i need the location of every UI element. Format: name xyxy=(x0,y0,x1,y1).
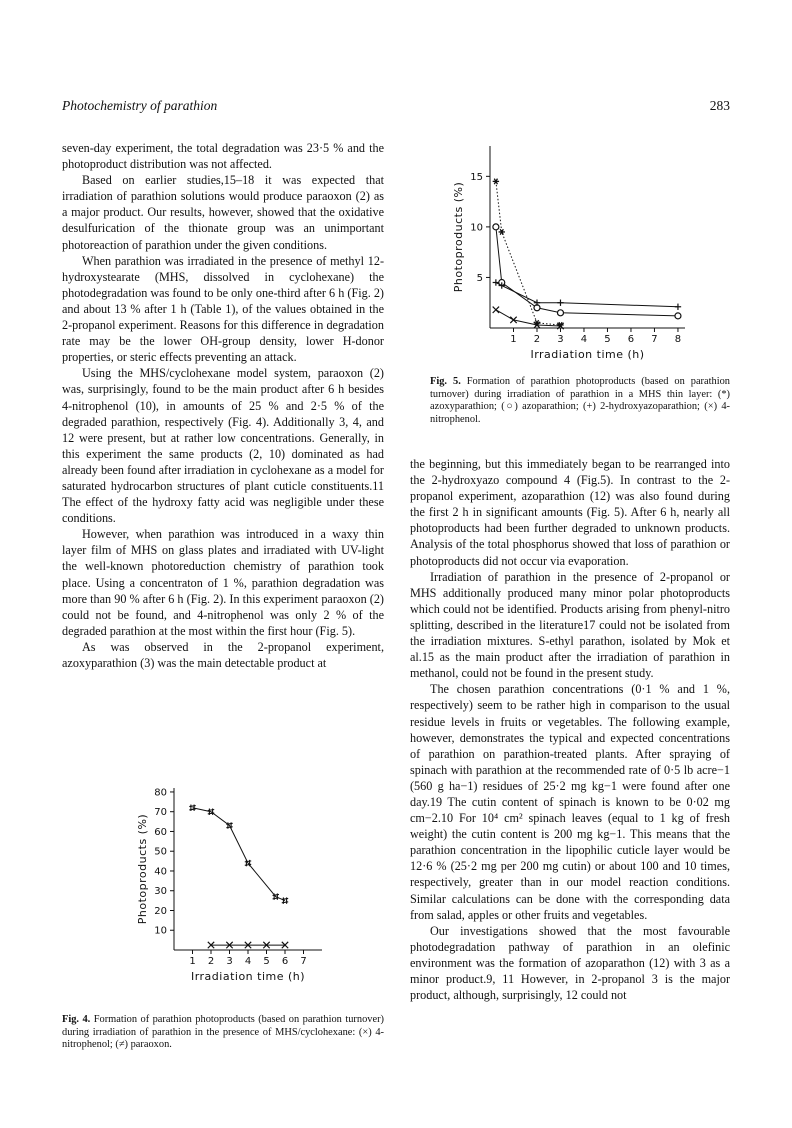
running-head xyxy=(62,98,730,118)
y-tick-label: 10 xyxy=(470,222,483,234)
data-point-azoparathion xyxy=(675,313,681,319)
caption-label: Fig. 4. xyxy=(62,1014,91,1025)
running-title: Photochemistry of parathion xyxy=(62,98,218,113)
data-point-azoparathion-shape xyxy=(557,310,563,316)
x-tick-label: 2 xyxy=(533,334,541,345)
x-tick-label: 5 xyxy=(604,334,611,345)
paragraph: the beginning, but this immediately began to be rearranged into the 2-hydroxyazo compound 4 (Fig.5). In contrast to the 2-propanol experiment, azoparathion (12) was also found during the first 2 h in significant amounts (Fig. 5). After 6 h, nearly all photoproducts had been further degraded to unknown products. Analysis of the total phosphorus showed that loss of parathion or photoproducts did not occur via evaporation. xyxy=(410,457,730,568)
data-point-2-hydroxyazoparathion xyxy=(557,300,563,306)
right-column xyxy=(410,456,730,1003)
x-tick-label: 8 xyxy=(674,334,682,345)
paragraph: Using the MHS/cyclohexane model system, paraoxon (2) was, surprisingly, found to be the main product after 6 h besides 4-nitrophenol (10), in amounts of 25 % and 2·5 % of the degraded parathion, respectively (Fig. 4). Additionally 3, 4, and 12 were present, but at rather low concentrations. Generally, in this experiment the same products (2, 10) dominated as had already been found after irradiation in cyclohexane as a model for saturated hydrocarbon structures of plant cuticle constituents.11 The effect of the hydroxy fatty acid was negligible under these conditions. xyxy=(62,366,384,526)
data-point-2-hydroxyazoparathion xyxy=(493,279,499,285)
data-point-paraoxon-stroke xyxy=(282,898,288,899)
figure-5-chart xyxy=(430,136,730,376)
x-tick-label: 4 xyxy=(244,956,252,967)
paragraph: The chosen parathion concentrations (0·1 % and 1 %, respectively) seem to be rather high in comparison to the usual residue levels in fruits or vegetables. The following example, however, demonstrates the typical and expected concentrations of parathion on parathion-treated plants. After spraying of spinach with parathion at the recommended rate of 0·5 lb acre−1 (560 g ha−1) residues of 25·2 mg kg−1 were found after one day.19 The cutin content of spinach is known to be 0·02 mg cm−2.10 For 10⁴ cm² spinach leaves (equal to 1 kg of fresh weight) the cutin content is 200 mg kg−1. This means that the parathion concentration in the lipophilic cuticle layer would be 12·6 % (25·2 mg per 200 mg cutin) or about 100 and 10 times, respectively, greater than in our model reaction conditions. Similar calculations can be done with the corresponding data from salad, apples or other fruits and vegetables. xyxy=(410,682,730,922)
data-point-azoparathion xyxy=(557,310,563,316)
data-point-paraoxon-stroke xyxy=(282,902,288,903)
paragraph: However, when parathion was introduced in a waxy thin layer film of MHS on glass plates and irradiated with UV-light the well-known photoreduction chemistry of parathion took place. Using a concentraton of 1 %, parathion degradation was more than 90 % after 6 h (Fig. 2). In this experiment paraoxon (2) could not be found, and 4-nitrophenol was only 2 % of the degraded parathion at the most within the first hour (Fig. 5). xyxy=(62,527,384,638)
y-axis-label: Photoproducts (%) xyxy=(136,813,149,925)
y-tick-label: 10 xyxy=(154,925,167,937)
x-tick-label: 7 xyxy=(300,956,307,967)
x-tick-label: 2 xyxy=(207,956,215,967)
data-point-paraoxon-stroke xyxy=(189,806,195,807)
caption-text: Formation of parathion photoproducts (based on parathion turnover) during irradiation of parathion in a MHS thin layer: (*) azoxyparathion; (○) azoparathion; (+) 2-hydroxyazoparathion; (×) 4-nitrophenol. xyxy=(430,376,730,425)
x-tick-label: 1 xyxy=(510,334,517,345)
x-tick-label: 6 xyxy=(281,956,289,967)
y-axis-label: Photoproducts (%) xyxy=(452,181,465,293)
page-number: 283 xyxy=(709,98,730,113)
y-tick-label: 20 xyxy=(154,905,167,917)
paragraph: As was observed in the 2-propanol experiment, azoxyparathion (3) was the main detectable product at xyxy=(62,639,384,670)
y-tick-label: 5 xyxy=(476,272,483,284)
series-line-4-nitrophenol xyxy=(496,310,561,326)
data-point-4-nitrophenol xyxy=(493,307,499,313)
data-point-paraoxon-stroke xyxy=(189,809,195,810)
paragraph: Irradiation of parathion in the presence of 2-propanol or MHS additionally produced many minor polar photoproducts which could not be identified. Products arising from phenyl-nitro splitting, described in the literature17 could not be isolated from the irradiation mixtures. S-ethyl parathon, isolated by Mok et al.15 as the main product after the irradiation of parathion in methanol, could not be found in the present study. xyxy=(410,569,730,681)
paragraph: seven-day experiment, the total degradation was 23·5 % and the photoproduct distribution was not affected. xyxy=(62,141,384,172)
x-tick-label: 7 xyxy=(651,334,658,345)
caption-label: Fig. 5. xyxy=(430,376,461,387)
data-point-azoparathion-shape xyxy=(493,224,499,230)
y-tick-label: 60 xyxy=(154,826,167,838)
x-tick-label: 4 xyxy=(580,334,588,345)
x-axis-label: Irradiation time (h) xyxy=(190,970,306,983)
y-tick-label: 50 xyxy=(154,846,167,858)
paragraph: Based on earlier studies,15–18 it was expected that irradiation of parathion solutions would produce paraoxon (2) as a major product. Our results, however, showed that the oxidative desulfurication of the thionate group was an unimportant photoreaction of parathion under the given conditions. xyxy=(62,173,384,252)
y-tick-label: 15 xyxy=(470,171,483,183)
y-tick-label: 70 xyxy=(154,807,167,819)
data-point-azoxyparathion xyxy=(499,229,505,235)
data-point-paraoxon xyxy=(189,805,195,811)
y-tick-label: 80 xyxy=(154,787,167,799)
x-tick-label: 3 xyxy=(557,334,564,345)
figure-5 xyxy=(430,136,730,446)
x-tick-label: 3 xyxy=(226,956,233,967)
data-point-azoxyparathion xyxy=(493,179,499,185)
figure-4 xyxy=(62,778,384,1078)
data-point-2-hydroxyazoparathion xyxy=(675,304,681,310)
left-column xyxy=(62,140,384,671)
data-point-azoparathion xyxy=(493,224,499,230)
y-tick-label: 40 xyxy=(154,866,167,878)
caption-text: Formation of parathion photoproducts (based on parathion turnover) during irradiation of parathion in the presence of MHS/cyclohexane: (×) 4-nitrophenol; (≠) paraoxon. xyxy=(62,1014,384,1051)
x-tick-label: 5 xyxy=(263,956,270,967)
data-point-azoparathion-shape xyxy=(675,313,681,319)
paragraph: When parathion was irradiated in the presence of methyl 12-hydroxystearate (MHS, dissolved in cyclohexane) the photodegradation was found to be only one-third after 6 h (Fig. 2) and about 13 % after 1 h (Table 1), of the values obtained in the 2-propanol experiment. Reasons for this difference in degradation rate may be the lower OH-group density, lower H-donor properties, or steric effects preventing an attack. xyxy=(62,253,384,365)
figure-4-chart xyxy=(62,778,384,1014)
data-point-paraoxon-stroke xyxy=(273,898,279,899)
figure-5-caption xyxy=(430,376,730,426)
y-tick-label: 30 xyxy=(154,886,167,898)
data-point-paraoxon xyxy=(282,897,288,903)
series-line-azoxyparathion xyxy=(496,181,561,325)
paragraph: Our investigations showed that the most favourable photodegradation pathway of parathion in an olefinic environment was the formation of azoparathon (12) with 3 as a minor product.9, 11 However, in 2-propanol 3 is the major product, although, surprisingly, 12 could not xyxy=(410,923,730,1003)
x-tick-label: 6 xyxy=(627,334,635,345)
data-point-paraoxon-stroke xyxy=(245,861,251,862)
data-point-paraoxon-stroke xyxy=(226,827,232,828)
series-line-paraoxon xyxy=(193,808,286,901)
x-tick-label: 1 xyxy=(189,956,196,967)
x-axis-label: Irradiation time (h) xyxy=(530,348,645,361)
figure-4-caption xyxy=(62,1014,384,1052)
data-point-paraoxon-stroke xyxy=(208,810,214,811)
series-line-azoparathion xyxy=(496,227,678,316)
